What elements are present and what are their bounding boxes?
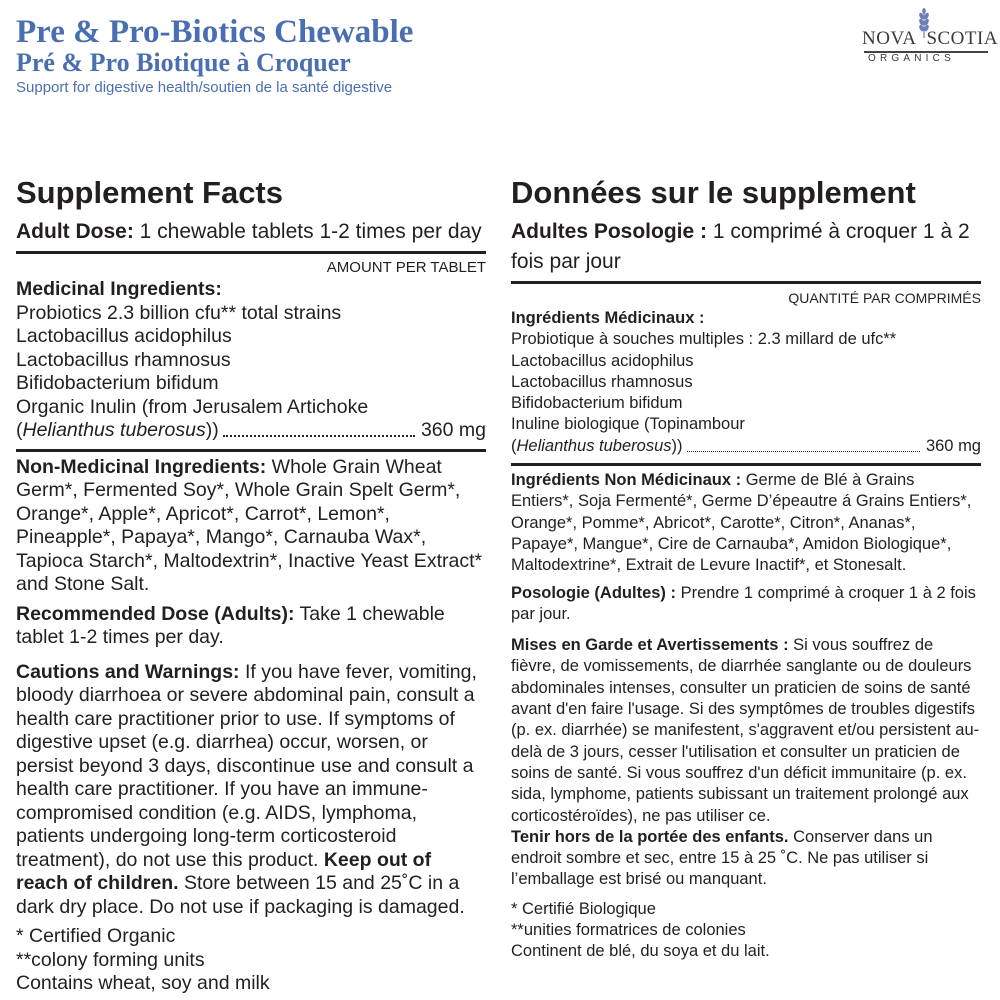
- leader-dots: [223, 435, 415, 437]
- latin-name-fr: Helianthus tuberosus: [516, 436, 672, 455]
- med-last-en: [16, 419, 219, 443]
- caut-label-fr: Mises en Garde et Avertissements :: [511, 636, 789, 655]
- footnotes-en: [16, 925, 486, 996]
- paren: )): [671, 436, 683, 455]
- adult-dose-en: [16, 217, 486, 247]
- recommended-dose-fr: [511, 583, 981, 626]
- divider-fr: [511, 463, 981, 466]
- footnotes-fr: [511, 899, 981, 963]
- dose-text-fr: 1 comprimé à croquer 1 à 2 fois par jour: [511, 220, 970, 273]
- rec-text-fr: Prendre 1 comprimé à croquer 1 à 2 fois par jour.: [511, 583, 976, 623]
- med-amount-row-en: [16, 419, 486, 443]
- rec-text-en: Take 1 chewable tablet 1-2 times per day.: [16, 602, 445, 648]
- paren: (: [511, 436, 517, 455]
- keep-text-fr: Conserver dans un endroit sombre et sec, entre 15 à 25 ˚C. Ne pas utiliser si l’emballage est brisé ou manquant.: [511, 827, 933, 889]
- supplement-facts-fr: [511, 175, 981, 963]
- divider-thick-en: [16, 251, 486, 254]
- leader-dots: [687, 451, 920, 452]
- med-line-fr: Lactobacillus rhamnosus: [511, 372, 693, 391]
- med-line-en: Lactobacillus rhamnosus: [16, 348, 231, 371]
- facts-heading-fr: Données sur le supplement: [511, 175, 916, 210]
- non-medicinal-fr: [511, 470, 981, 576]
- caut-label-en: Cautions and Warnings:: [16, 660, 240, 683]
- med-amount-fr: 360 mg: [925, 436, 981, 455]
- med-line-en: Bifidobacterium bifidum: [16, 372, 219, 394]
- quantite-par-comprimes: QUANTITÉ PAR COMPRIMÉS: [788, 290, 981, 306]
- cautions-en: [16, 661, 486, 920]
- non-medicinal-en: [16, 456, 486, 597]
- med-amount-row-fr: [511, 436, 981, 457]
- cautions-fr: [511, 635, 981, 891]
- med-line-fr: Probiotique à souches multiples : 2.3 millard de ufc**: [511, 330, 897, 349]
- allergen-fr: Continent de blé, du soya et du lait.: [511, 942, 770, 961]
- nonmed-text-fr: Germe de Blé à Grains Entiers*, Soja Fermenté*, Germe D’épeautre á Grains Entiers*, Orange*, Pomme*, Abricot*, Carotte*, Citron*, Ananas*, Papaye*, Mangue*, Cire de Carnauba*, Amidon Biologique*, Maltodextrine*, Extrait de Levure Inactif*, et Stonesalt.: [511, 471, 972, 575]
- paren: (: [16, 419, 23, 441]
- med-line-en: Organic Inulin (from Jerusalem Artichoke: [16, 395, 369, 418]
- nonmed-label-en: Non-Medicinal Ingredients:: [16, 455, 267, 478]
- supplement-facts-en: [16, 175, 486, 996]
- dose-label-fr: Adultes Posologie :: [511, 220, 708, 243]
- divider-en: [16, 449, 486, 452]
- med-label-fr: Ingrédients Médicinaux :: [511, 309, 705, 327]
- footnote-organic-en: * Certified Organic: [16, 925, 176, 947]
- footnote-organic-fr: * Certifié Biologique: [511, 899, 656, 918]
- product-header: [16, 14, 413, 98]
- allergen-en: Contains wheat, soy and milk: [16, 972, 270, 994]
- paren: )): [205, 419, 219, 441]
- keep-text-en: Store between 15 and 25˚C in a dark dry place. Do not use if packaging is damaged.: [16, 872, 465, 918]
- nonmed-text-en: Whole Grain Wheat Germ*, Fermented Soy*, Whole Grain Spelt Germ*, Orange*, Apple*, Apricot*, Carrot*, Lemon*, Pineapple*, Papaya*, Mango*, Carnauba Wax*, Tapioca Starch*, Maltodextrin*, Inactive Yeast Extract* and Stone Salt.: [16, 455, 483, 595]
- caut-text-en: If you have fever, vomiting, bloody diarrhoea or severe abdominal pain, consult a health care practitioner prior to use. If symptoms of digestive upset (e.g. diarrhea) occur, worsen, or persist beyond 3 days, discontinue use and consult a health care practitioner. If you have an immune-compromised condition (e.g. AIDS, lymphoma, patients undergoing long-term corticosteroid treatment), do not use this product.: [16, 660, 477, 871]
- med-last-fr: [511, 436, 683, 457]
- logo-word-scotia: SCOTIA: [926, 28, 999, 49]
- recommended-dose-en: [16, 603, 486, 650]
- brand-logo: [862, 8, 999, 66]
- dose-label-en: Adult Dose:: [16, 220, 134, 243]
- product-subtitle: Support for digestive health/soutien de la santé digestive: [16, 79, 393, 96]
- med-label-en: Medicinal Ingredients:: [16, 278, 222, 300]
- med-line-fr: Lactobacillus acidophilus: [511, 351, 694, 370]
- rec-label-fr: Posologie (Adultes) :: [511, 583, 676, 602]
- medicinal-ingredients-fr: [511, 308, 981, 457]
- footnote-cfu-fr: **unities formatrices de colonies: [511, 921, 746, 940]
- med-amount-en: 360 mg: [420, 419, 486, 441]
- med-line-fr: Bifidobacterium bifidum: [511, 394, 683, 413]
- caut-text-fr: Si vous souffrez de fièvre, de vomissements, de diarrhée sanglante ou de douleurs abdominales intenses, consulter un praticien de soins de santé avant d'en faire l'usage. Si des symptômes de troubles digestifs (p. ex. diarrhée) se manifestent, s'aggravent et/ou persistent au-delà de 3 jours, cesser l'utilisation et consulter un praticien de soins de santé. Si vous souffrez d'un déficit immunitaire (p. ex. sida, lymphome, patients subissant un traitement prolongé aux corticostéroïdes), ne pas utiliser ce.: [511, 636, 980, 825]
- adult-dose-fr: [511, 217, 981, 277]
- product-title-fr: Pré & Pro Biotique à Croquer: [16, 48, 351, 77]
- product-title-en: Pre & Pro-Biotics Chewable: [16, 14, 414, 50]
- keep-label-fr: Tenir hors de la portée des enfants.: [511, 827, 789, 846]
- divider-thick-fr: [511, 281, 981, 284]
- facts-heading-en: Supplement Facts: [16, 175, 283, 210]
- keep-label-en: Keep out of reach of children.: [16, 848, 432, 894]
- med-line-en: Probiotics 2.3 billion cfu** total strains: [16, 301, 342, 324]
- logo-word-nova: NOVA: [862, 28, 917, 49]
- footnote-cfu-en: **colony forming units: [16, 948, 205, 971]
- med-line-fr: Inuline biologique (Topinambour: [511, 415, 745, 434]
- latin-name-en: Helianthus tuberosus: [22, 419, 206, 441]
- med-line-en: Lactobacillus acidophilus: [16, 325, 232, 347]
- nonmed-label-fr: Ingrédients Non Médicinaux :: [511, 471, 742, 490]
- medicinal-ingredients-en: [16, 278, 486, 443]
- rec-label-en: Recommended Dose (Adults):: [16, 602, 295, 625]
- logo-organics: ORGANICS: [868, 53, 955, 64]
- logo-wordmark: [862, 28, 998, 50]
- dose-text-en: 1 chewable tablets 1-2 times per day: [133, 220, 482, 243]
- amount-per-tablet: AMOUNT PER TABLET: [326, 259, 486, 276]
